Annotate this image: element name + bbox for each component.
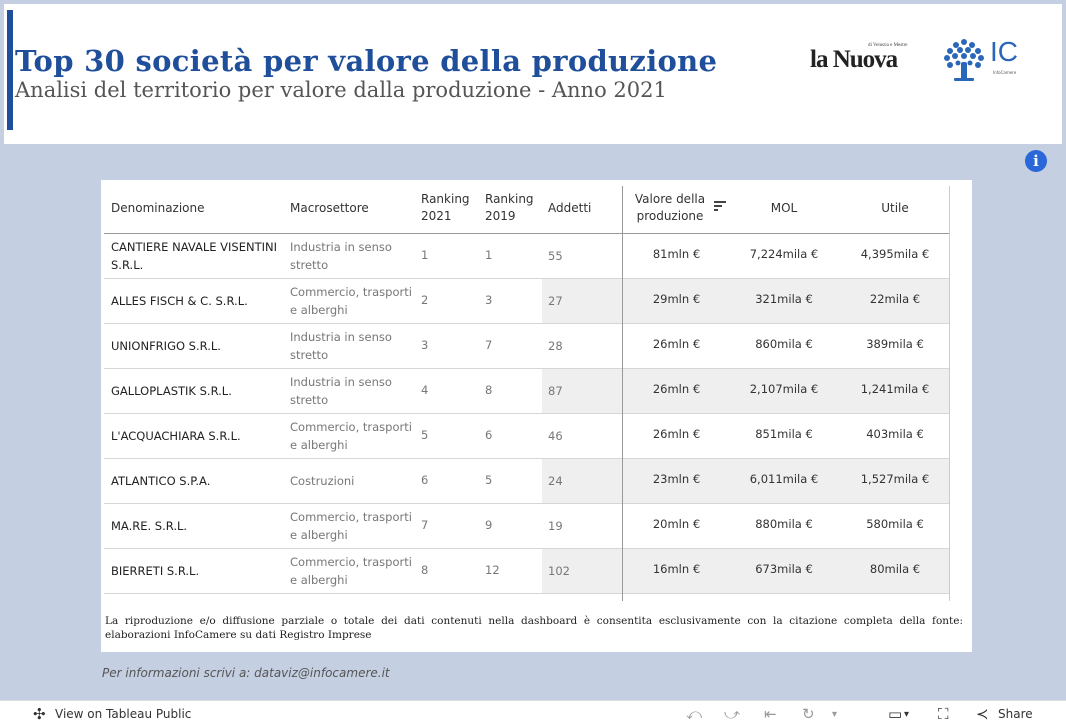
cell-utile: 1,527mila € xyxy=(860,472,930,486)
cell-addetti: 87 xyxy=(542,369,622,413)
table-row[interactable] xyxy=(104,504,950,549)
copyright-note: La riproduzione e/o diffusione parziale o totale dei dati contenuti nella dashboard è consentita esclusivamente con la citazione completa della fonte: elaborazioni InfoCamere su dati Registro Imprese xyxy=(105,615,963,641)
col-header-mol[interactable]: MOL xyxy=(770,201,798,215)
cell-ranking-2021: 6 xyxy=(421,473,429,487)
cell-utile: 4,395mila € xyxy=(860,247,930,261)
refresh-icon[interactable]: ↻ xyxy=(802,705,815,723)
cell-ranking-2019: 1 xyxy=(485,248,493,262)
cell-mol: 860mila € xyxy=(755,337,813,351)
cell-denominazione: L'ACQUACHIARA S.R.L. xyxy=(111,429,241,443)
cell-mol: 7,224mila € xyxy=(749,247,819,261)
la-nuova-logo-text: la Nuova xyxy=(810,46,898,73)
data-panel xyxy=(101,180,972,652)
redo-icon[interactable]: ⤻ xyxy=(724,705,741,723)
revert-icon[interactable]: ⇤ xyxy=(764,705,777,723)
cell-mol: 880mila € xyxy=(755,517,813,531)
cell-ranking-2021: 5 xyxy=(421,428,429,442)
table-row[interactable] xyxy=(104,234,950,279)
column-divider xyxy=(622,186,623,601)
cell-ranking-2019: 6 xyxy=(485,428,493,442)
sort-icon[interactable] xyxy=(714,201,726,213)
share-icon[interactable]: ≺ xyxy=(976,705,989,723)
cell-macrosettore: Industria in senso stretto xyxy=(290,375,392,407)
la-nuova-logo xyxy=(810,43,908,74)
col-header-utile[interactable]: Utile xyxy=(881,201,909,215)
col-header-ranking-2021[interactable]: Ranking 2021 xyxy=(421,192,470,223)
cell-valore-produzione: 23mln € xyxy=(652,472,701,486)
cell-utile: 580mila € xyxy=(866,517,924,531)
cell-mol: 673mila € xyxy=(755,562,813,576)
fullscreen-icon[interactable]: ⛶ xyxy=(938,705,949,723)
cell-addetti: 102 xyxy=(542,549,622,593)
cell-denominazione: BIERRETI S.R.L. xyxy=(111,564,200,578)
page-title: Top 30 società per valore della produzione xyxy=(15,44,718,78)
header-accent-bar xyxy=(7,10,13,130)
cell-valore-produzione: 16mln € xyxy=(652,562,701,576)
download-dropdown-icon[interactable]: ▾ xyxy=(904,709,910,720)
cell-mol: 321mila € xyxy=(755,292,813,306)
cell-valore-produzione: 81mln € xyxy=(652,247,701,261)
col-header-addetti[interactable]: Addetti xyxy=(548,201,592,215)
cell-ranking-2021: 7 xyxy=(421,518,429,532)
cell-denominazione: GALLOPLASTIK S.R.L. xyxy=(111,384,232,398)
cell-mol: 6,011mila € xyxy=(749,472,819,486)
cell-valore-produzione: 26mln € xyxy=(652,337,701,351)
infocamere-logo-sub: InfoCamere xyxy=(993,70,1017,75)
cell-valore-produzione: 20mln € xyxy=(652,517,701,531)
col-header-macrosettore[interactable]: Macrosettore xyxy=(290,201,369,215)
cell-ranking-2019: 9 xyxy=(485,518,493,532)
cell-denominazione: CANTIERE NAVALE VISENTINI S.R.L. xyxy=(111,240,277,272)
table-row[interactable] xyxy=(104,324,950,369)
cell-valore-produzione: 26mln € xyxy=(652,382,701,396)
table-body xyxy=(104,234,950,594)
cell-utile: 1,241mila € xyxy=(860,382,930,396)
cell-addetti: 19 xyxy=(548,519,563,533)
table-row[interactable] xyxy=(104,369,950,414)
table-row[interactable] xyxy=(104,414,950,459)
cell-mol: 851mila € xyxy=(755,427,813,441)
cell-denominazione: ATLANTICO S.P.A. xyxy=(111,474,211,488)
infocamere-logo xyxy=(942,36,1022,86)
cell-macrosettore: Costruzioni xyxy=(290,474,355,488)
cell-ranking-2021: 8 xyxy=(421,563,429,577)
comment-icon[interactable]: ▭ xyxy=(888,705,903,723)
cell-ranking-2021: 3 xyxy=(421,338,429,352)
infocamere-tree-icon xyxy=(942,36,986,84)
page-subtitle: Analisi del territorio per valore dalla produzione - Anno 2021 xyxy=(15,78,667,102)
cell-ranking-2019: 5 xyxy=(485,473,493,487)
table-header xyxy=(104,183,950,234)
col-header-denominazione[interactable]: Denominazione xyxy=(111,201,205,215)
cell-addetti: 46 xyxy=(548,429,563,443)
infocamere-logo-ic: IC xyxy=(990,36,1018,67)
cell-valore-produzione: 29mln € xyxy=(652,292,701,306)
cell-addetti: 28 xyxy=(548,339,563,353)
cell-ranking-2019: 12 xyxy=(485,563,500,577)
cell-utile: 22mila € xyxy=(869,292,921,306)
cell-mol: 2,107mila € xyxy=(749,382,819,396)
tableau-toolbar xyxy=(0,700,1066,728)
col-header-ranking-2019[interactable]: Ranking 2019 xyxy=(485,192,534,223)
cell-denominazione: UNIONFRIGO S.R.L. xyxy=(111,339,221,353)
cell-macrosettore: Commercio, trasporti e alberghi xyxy=(290,510,412,542)
cell-macrosettore: Industria in senso stretto xyxy=(290,330,392,362)
cell-utile: 80mila € xyxy=(869,562,921,576)
cell-utile: 403mila € xyxy=(866,427,924,441)
cell-macrosettore: Commercio, trasporti e alberghi xyxy=(290,555,412,587)
cell-macrosettore: Industria in senso stretto xyxy=(290,240,392,272)
cell-addetti: 55 xyxy=(548,249,563,263)
cell-ranking-2019: 3 xyxy=(485,293,493,307)
pause-dropdown-icon[interactable]: ▾ xyxy=(832,709,838,720)
cell-ranking-2021: 4 xyxy=(421,383,429,397)
table-row[interactable] xyxy=(104,459,950,504)
dashboard-header xyxy=(4,4,1062,144)
cell-macrosettore: Commercio, trasporti e alberghi xyxy=(290,285,412,317)
contact-info: Per informazioni scrivi a: dataviz@infocamere.it xyxy=(102,666,390,680)
la-nuova-logo-tag: di Venezia e Mestre xyxy=(868,43,908,48)
cell-addetti: 24 xyxy=(542,459,622,503)
cell-macrosettore: Commercio, trasporti e alberghi xyxy=(290,420,412,452)
cell-ranking-2019: 7 xyxy=(485,338,493,352)
share-button[interactable]: Share xyxy=(998,707,1033,721)
cell-ranking-2021: 1 xyxy=(421,248,429,262)
undo-icon[interactable]: ⤺ xyxy=(686,705,703,723)
cell-denominazione: MA.RE. S.R.L. xyxy=(111,519,188,533)
tableau-logo-icon: ✣ xyxy=(33,705,46,723)
cell-utile: 389mila € xyxy=(866,337,924,351)
view-on-tableau-link[interactable]: View on Tableau Public xyxy=(55,707,192,721)
cell-ranking-2021: 2 xyxy=(421,293,429,307)
col-header-valore[interactable]: Valore della produzione xyxy=(634,192,706,223)
right-divider xyxy=(949,186,950,601)
cell-addetti: 27 xyxy=(542,279,622,323)
ranking-table xyxy=(104,183,950,594)
cell-denominazione: ALLES FISCH & C. S.R.L. xyxy=(111,294,248,308)
cell-valore-produzione: 26mln € xyxy=(652,427,701,441)
table-row[interactable] xyxy=(104,549,950,594)
table-row[interactable] xyxy=(104,279,950,324)
info-button[interactable]: i xyxy=(1025,150,1047,172)
cell-ranking-2019: 8 xyxy=(485,383,493,397)
